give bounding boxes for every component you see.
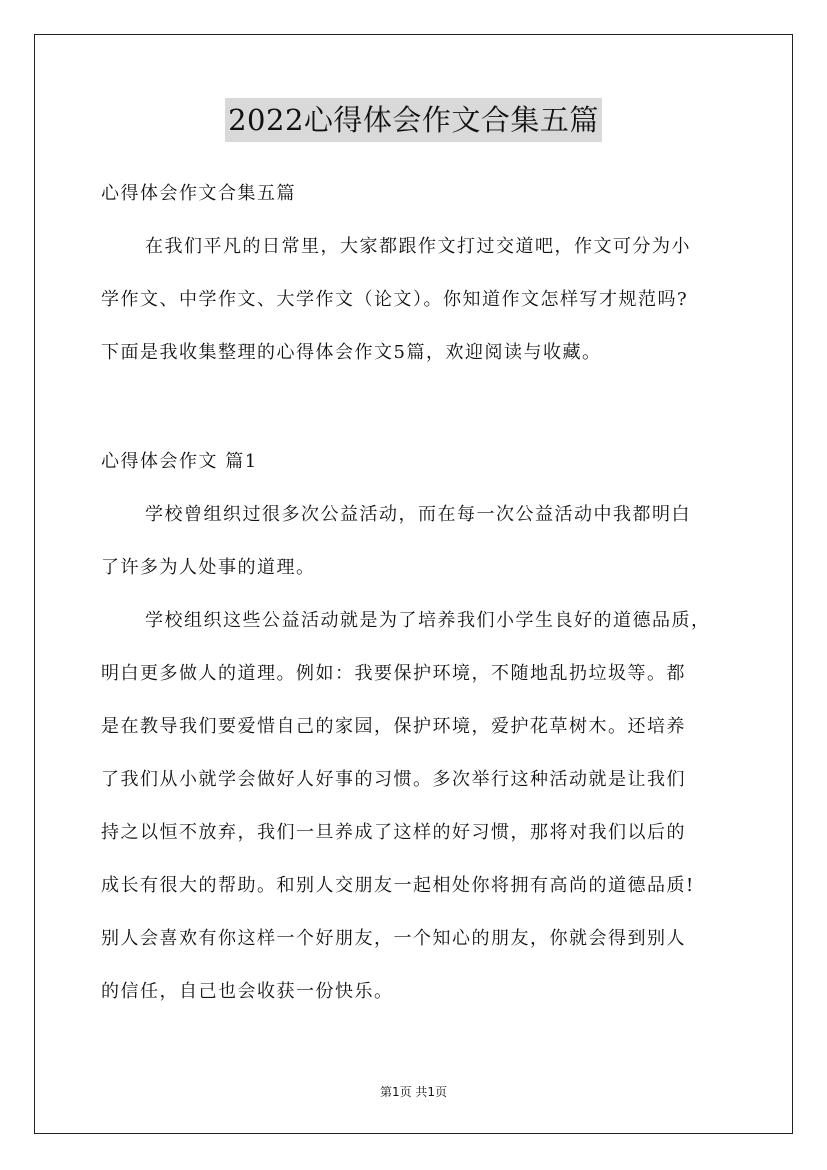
paragraph-line: 学作文、中学作文、大学作文（论文）。你知道作文怎样写才规范吗? — [101, 289, 689, 310]
paragraph-line: 学校曾组织过很多次公益活动，而在每一次公益活动中我都明白 — [145, 504, 691, 525]
paragraph-line: 了许多为人处事的道理。 — [101, 557, 316, 578]
paragraph-line: 下面是我收集整理的心得体会作文5篇，欢迎阅读与收藏。 — [101, 342, 602, 363]
document-title: 2022心得体会作文合集五篇 — [225, 98, 602, 142]
document-body — [101, 176, 729, 1027]
paragraph-line: 了我们从小就学会做好人好事的习惯。多次举行这种活动就是让我们 — [101, 769, 686, 790]
paragraph-line: 是在教导我们要爱惜自己的家园，保护环境，爱护花草树木。还培养 — [101, 716, 686, 737]
paragraph-line: 明白更多做人的道理。例如：我要保护环境，不随地乱扔垃圾等。都 — [101, 663, 686, 684]
title-container — [0, 98, 827, 142]
section-heading: 心得体会作文合集五篇 — [101, 183, 296, 204]
page-footer: 第1页 共1页 — [379, 1085, 448, 1099]
paragraph-line: 持之以恒不放弃，我们一旦养成了这样的好习惯，那将对我们以后的 — [101, 822, 686, 843]
paragraph-line: 成长有很大的帮助。和别人交朋友一起相处你将拥有高尚的道德品质! — [101, 875, 695, 896]
paragraph-line: 学校组织这些公益活动就是为了培养我们小学生良好的道德品质， — [145, 610, 711, 631]
paragraph-line: 的信任，自己也会收获一份快乐。 — [101, 981, 394, 1002]
section-heading: 心得体会作文 篇1 — [101, 451, 258, 472]
paragraph-line: 别人会喜欢有你这样一个好朋友，一个知心的朋友，你就会得到别人 — [101, 928, 686, 949]
paragraph-line: 在我们平凡的日常里，大家都跟作文打过交道吧，作文可分为小 — [145, 236, 691, 257]
